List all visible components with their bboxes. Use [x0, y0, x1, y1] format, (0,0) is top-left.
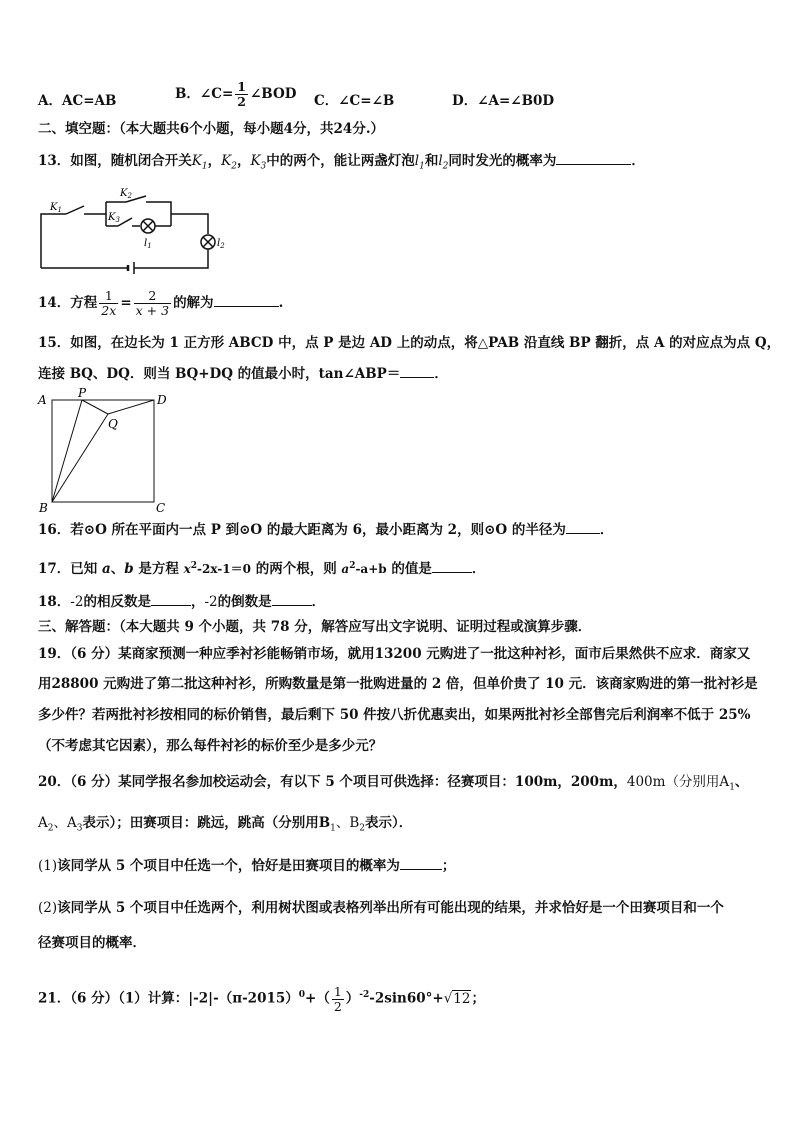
q17-end: ．: [471, 561, 486, 577]
q18-sep: ，: [190, 594, 205, 610]
question-15-line-1: 15．如图，在边长为 1 正方形 ABCD 中，点 P 是边 AD 上的动点，将△PAB 沿直线 BP 翻折，点 A 的对应点为点 Q，: [38, 335, 781, 351]
q17-sep: 、: [110, 561, 125, 577]
a2-subscript: 2: [47, 823, 54, 834]
q20-line1-end: 、: [734, 774, 749, 790]
option-a: A．AC=AB: [38, 93, 117, 109]
answer-blank-15: [400, 364, 434, 378]
q17-prefix: 17．已知: [38, 561, 98, 577]
sqrt-12: √12: [443, 990, 471, 1007]
q18-mid2: 的倒数是: [217, 594, 272, 610]
label-k1: $K_1$: [50, 202, 62, 214]
b1-subscript: 1: [330, 823, 336, 834]
option-c: C．∠C=∠B: [314, 93, 395, 109]
label-k2: $K_2$: [120, 188, 132, 200]
option-b-suffix: ∠BOD: [249, 86, 297, 102]
q21-end: ；: [471, 990, 485, 1007]
option-b-prefix: B．∠C=: [175, 86, 234, 102]
q14-suffix: 的解为: [173, 295, 214, 311]
question-13: 13．如图，随机闭合开关$K_1$，$K_2$，$K_3$中的两个，能让两盏灯泡$l_1$和$l_2$同时发光的概率为 ．: [38, 153, 645, 172]
square-diagram: [36, 388, 176, 514]
circuit-diagram: [36, 186, 236, 276]
q15-line2-prefix: 连接 BQ、DQ．则当 BQ+DQ 的值最小时，tan∠ABP＝: [38, 366, 401, 382]
option-b-fraction: [235, 80, 248, 109]
option-d: D．∠A=∠B0D: [452, 93, 555, 109]
q14-end: .: [278, 295, 284, 311]
q14-prefix: 14．方程: [38, 295, 98, 311]
k2-symbol: $K_2$: [221, 153, 237, 172]
b2-subscript: 2: [359, 823, 366, 834]
equation: $x^2-2x-1=0$: [183, 561, 251, 576]
label-d: D: [157, 393, 167, 407]
q18-end: ．: [311, 594, 326, 610]
q21-plus: +（: [305, 990, 330, 1007]
q20-line2-mid: 表示）；田赛项目：跳远，跳高（分别用B: [82, 815, 331, 831]
l1-symbol: $l_1$: [414, 153, 425, 172]
q20-sep2: 、B: [335, 815, 360, 831]
segment-qd: [108, 400, 154, 414]
answer-blank-16: [566, 520, 600, 534]
label-b: B: [39, 501, 48, 514]
var-b: b: [124, 561, 134, 577]
question-19-line-4: （不考虑其它因素），那么每件衬衫的标价至少是多少元？: [38, 738, 383, 754]
wire-bottom-right: [134, 249, 208, 268]
question-19-line-1: 19．（6 分）某商家预测一种应季衬衫能畅销市场，就用13200 元购进了一批这种衬衫，面市后果然供不应求．商家又: [38, 646, 751, 662]
value-neg2-a: -2: [70, 594, 84, 610]
part-1-number: (1): [38, 858, 58, 874]
var-a: a: [102, 561, 111, 577]
expression: $a^2-a+b$: [341, 561, 387, 576]
q18-prefix: 18．: [38, 594, 71, 610]
q13-mid: 中的两个，能让两盏灯泡: [266, 153, 415, 169]
k1-symbol: $K_1$: [191, 153, 208, 172]
answer-blank-14: [214, 293, 279, 307]
question-19-line-2: 用28800 元购进了第二批这种衬衫，所购数量是第一批购进量的 2 倍，但单价贵了 10 元．该商家购进的第一批衬衫是: [38, 676, 758, 692]
answer-blank-17: [432, 559, 472, 573]
q13-prefix: 13．如图，随机闭合开关: [38, 153, 192, 169]
section-3-heading: 三、解答题：（本大题共 9 个小题，共 78 分，解答应写出文字说明、证明过程或演算步骤．: [38, 619, 592, 635]
question-18: [38, 592, 325, 611]
label-q: Q: [108, 417, 118, 431]
question-19-line-3: 多少件？若两批衬衫按相同的标价销售，最后剩下 50 件按八折优惠卖出，如果两批衬衫全部售完后利润率不低于 25%: [38, 707, 751, 723]
part-2-number: (2): [38, 900, 58, 916]
value-neg2-b: -2: [204, 594, 218, 610]
answer-blank-13: [556, 151, 631, 165]
q13-end: ．: [631, 153, 645, 169]
question-20-part-2: [38, 899, 724, 917]
q20-line1-suffix: （分别用A: [665, 774, 730, 790]
l2-symbol: $l_2$: [438, 153, 449, 172]
part-1-text: 该同学从 5 个项目中任选一个，恰好是田赛项目的概率为: [57, 858, 400, 874]
switch-k1-blade: [66, 206, 84, 214]
q16-prefix: 16．若⊙O 所在平面内一点 P 到⊙O 的最大距离为 6，最小距离为 2，则⊙O 的半径为: [38, 522, 566, 538]
q21-close: ）: [345, 990, 360, 1007]
answer-blank-18b: [272, 592, 312, 606]
label-l2: $l_2$: [217, 238, 225, 250]
question-15-line-2: [38, 364, 448, 383]
segment-bp: [52, 400, 82, 502]
option-b: [175, 80, 296, 109]
label-l1: $l_1$: [144, 238, 152, 250]
question-20-part-2-line-2: 径赛项目的概率．: [38, 935, 146, 951]
question-20-line-2: [38, 814, 412, 838]
part-2-text: 该同学从 5 个项目中任选两个，利用树状图或表格列举出所有可能出现的结果，并求恰好是一个田赛项目和一个: [57, 900, 724, 916]
fraction-one-half: $\frac{1}{2}$: [333, 983, 342, 1014]
equals-sign: =: [120, 295, 132, 311]
question-16: [38, 520, 613, 539]
label-p: P: [78, 388, 87, 400]
answer-blank-18a: [151, 592, 191, 606]
q20-a2: A: [38, 815, 48, 831]
section-2-heading: 二、填空题：（本大题共6个小题，每小题4分，共24分.）: [38, 121, 385, 137]
question-21: [38, 978, 485, 1016]
q13-suffix: 同时发光的概率为: [448, 153, 557, 169]
q21-rest: -2sin60°+: [369, 990, 444, 1007]
question-17: [38, 557, 485, 578]
q20-400m: 400m: [626, 774, 666, 790]
q16-end: ．: [599, 522, 614, 538]
a1-subscript: 1: [729, 782, 735, 793]
question-20-line-1: [38, 773, 748, 797]
branch-top-right: [146, 202, 171, 226]
part-1-end: ；: [441, 858, 456, 874]
k3-symbol: $K_3$: [250, 153, 267, 172]
exponent-zero: 0: [298, 990, 306, 1000]
fraction-denominator: 2: [237, 94, 246, 109]
q20-line2-end: 表示）．: [365, 815, 413, 831]
label-k3: $K_3$: [108, 212, 120, 224]
answer-blank-20-1: [400, 856, 442, 870]
q18-mid1: 的相反数是: [83, 594, 151, 610]
segment-pq: [82, 400, 108, 414]
wire-left: [41, 214, 66, 268]
question-14: [38, 288, 283, 318]
fraction-1-over-2x: $\frac{1}{2x}$: [101, 288, 117, 318]
fraction-numerator: 1: [237, 79, 246, 94]
q20-sep: 、A: [53, 815, 77, 831]
exponent-neg2: -2: [359, 990, 370, 1000]
label-c: C: [156, 501, 166, 514]
q15-end: ．: [434, 366, 448, 382]
q13-and: 和: [424, 153, 439, 169]
switch-k3-blade: [118, 218, 132, 226]
q21-prefix: 21．（6 分）（1）计算：|-2|-（π-2015）: [38, 990, 299, 1007]
q17-mid2: 的两个根，则: [255, 561, 337, 577]
wire-top-right: [171, 214, 208, 234]
label-a: A: [38, 393, 47, 407]
fraction-2-over-x-plus-3: $\frac{2}{x + 3}$: [135, 288, 170, 318]
segment-bq: [52, 414, 108, 502]
question-20-part-1: [38, 856, 455, 875]
q20-line1-prefix: 20．（6 分）某同学报名参加校运动会，有以下 5 个项目可供选择：径赛项目：100m，200m，: [38, 774, 627, 790]
q17-suffix: 的值是: [391, 561, 432, 577]
a3-subscript: 3: [76, 823, 83, 834]
q17-mid1: 是方程: [138, 561, 179, 577]
